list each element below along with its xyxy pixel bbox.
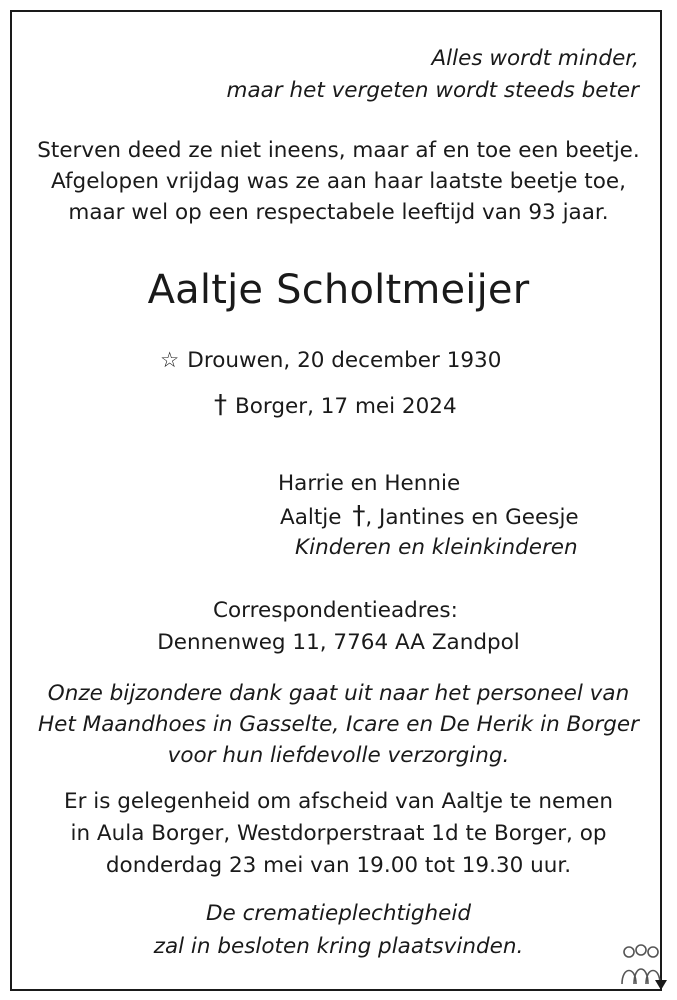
family-name-aaltje: Aaltje xyxy=(280,505,342,530)
quote-line-2: maar het vergeten wordt steeds beter xyxy=(226,78,639,103)
farewell-line-1: Er is gelegenheid om afscheid van Aaltje te nemen xyxy=(64,789,613,814)
farewell-line-2: in Aula Borger, Westdorperstraat 1d te Borger, op xyxy=(70,821,607,846)
family-line-3: Kinderen en kleinkinderen xyxy=(295,535,578,560)
death-text: Borger, 17 mei 2024 xyxy=(235,394,457,419)
cross-icon: † xyxy=(352,501,366,531)
star-icon: ☆ xyxy=(160,348,180,373)
family-line-2 xyxy=(280,503,579,529)
quote-line-1: Alles wordt minder, xyxy=(431,46,639,71)
farewell-line-3: donderdag 23 mei van 19.00 tot 19.30 uur. xyxy=(105,853,572,878)
intro-line-2: Afgelopen vrijdag was ze aan haar laatste beetje toe, xyxy=(51,169,626,194)
triangle-down-icon[interactable] xyxy=(655,980,667,990)
thanks-line-1: Onze bijzondere dank gaat uit naar het personeel van xyxy=(47,681,630,706)
family-names-rest: , Jantines en Geesje xyxy=(365,505,579,530)
family-line-1: Harrie en Hennie xyxy=(278,471,461,496)
birth-line xyxy=(160,350,501,372)
intro-line-1: Sterven deed ze niet ineens, maar af en toe een beetje. xyxy=(37,138,640,163)
thanks-line-3: voor hun liefdevolle verzorging. xyxy=(167,743,510,768)
cross-icon: † xyxy=(214,390,227,420)
cremation-line-1: De crematieplechtigheid xyxy=(205,901,472,926)
cremation-line-2: zal in besloten kring plaatsvinden. xyxy=(153,934,524,959)
intro-line-3: maar wel op een respectabele leeftijd van 93 jaar. xyxy=(68,200,609,225)
correspondence-address: Dennenweg 11, 7764 AA Zandpol xyxy=(157,630,520,655)
birth-text: Drouwen, 20 december 1930 xyxy=(187,348,502,373)
deceased-name: Aaltje Scholtmeijer xyxy=(147,267,530,313)
death-line xyxy=(214,392,457,418)
correspondence-label: Correspondentieadres: xyxy=(213,598,458,623)
thanks-line-2: Het Maandhoes in Gasselte, Icare en De Herik in Borger xyxy=(37,712,639,737)
